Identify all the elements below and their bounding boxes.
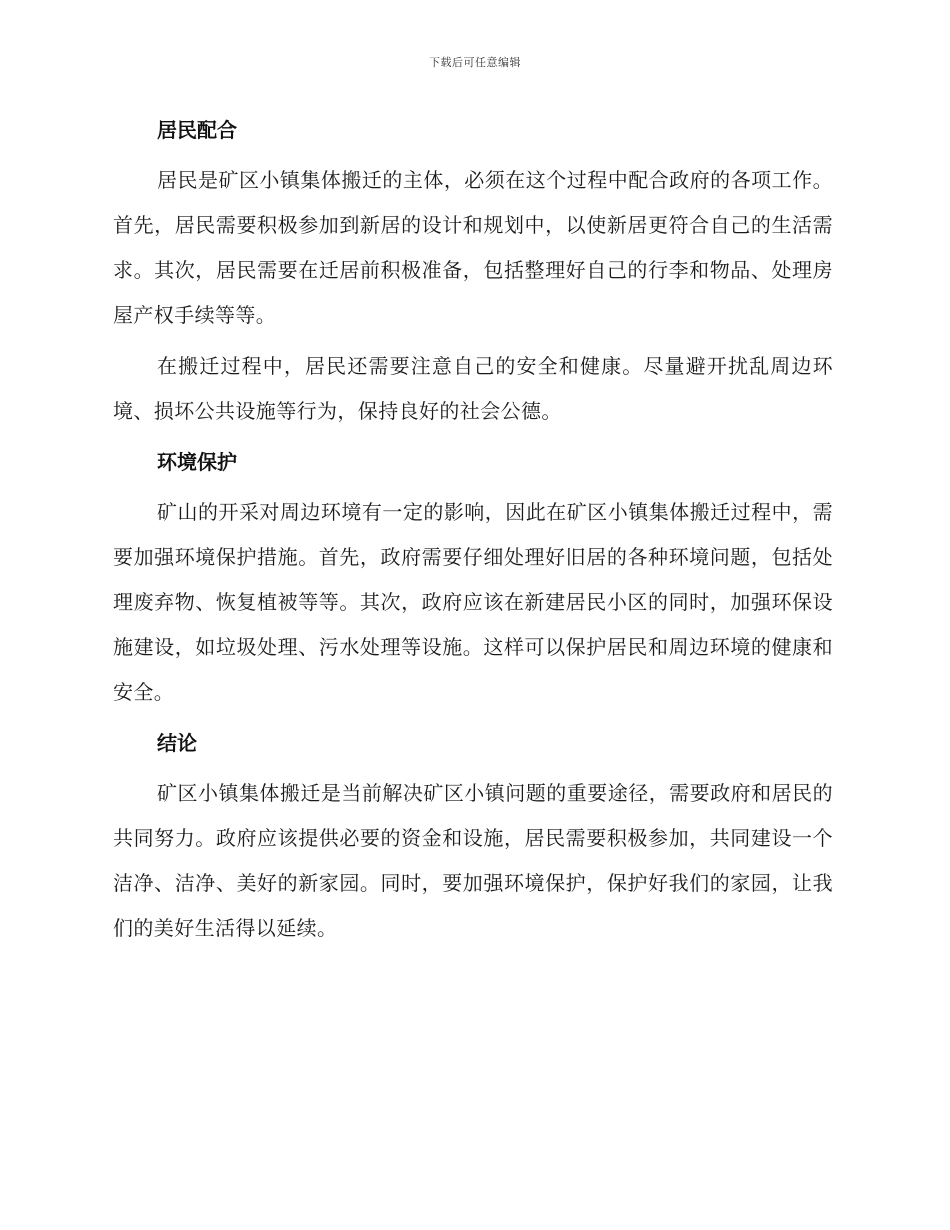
- section-heading-environmental-protection: 环境保护: [157, 450, 237, 474]
- section-heading-resident-cooperation: 居民配合: [157, 118, 237, 142]
- header-note: 下载后可任意编辑: [429, 56, 521, 69]
- paragraph: 矿山的开采对周边环境有一定的影响，因此在矿区小镇集体搬迁过程中，需要加强环境保护措施。首先，政府需要仔细处理好旧居的各种环境问题，包括处理废弃物、恢复植被等等。其次，政府应该在新建居民小区的同时，加强环保设施建设，如垃圾处理、污水处理等设施。这样可以保护居民和周边环境的健康和安全。: [113, 500, 833, 704]
- document-body: [113, 108, 833, 951]
- paragraph: 在搬迁过程中，居民还需要注意自己的安全和健康。尽量避开扰乱周边环境、损坏公共设施等行为，保持良好的社会公德。: [113, 354, 833, 423]
- section-heading-conclusion: 结论: [157, 731, 197, 755]
- paragraph: 矿区小镇集体搬迁是当前解决矿区小镇问题的重要途径，需要政府和居民的共同努力。政府应该提供必要的资金和设施，居民需要积极参加，共同建设一个洁净、洁净、美好的新家园。同时，要加强环境保护，保护好我们的家园，让我们的美好生活得以延续。: [113, 781, 833, 940]
- paragraph: 居民是矿区小镇集体搬迁的主体，必须在这个过程中配合政府的各项工作。首先，居民需要积极参加到新居的设计和规划中，以使新居更符合自己的生活需求。其次，居民需要在迁居前积极准备，包括整理好自己的行李和物品、处理房屋产权手续等等。: [113, 168, 833, 327]
